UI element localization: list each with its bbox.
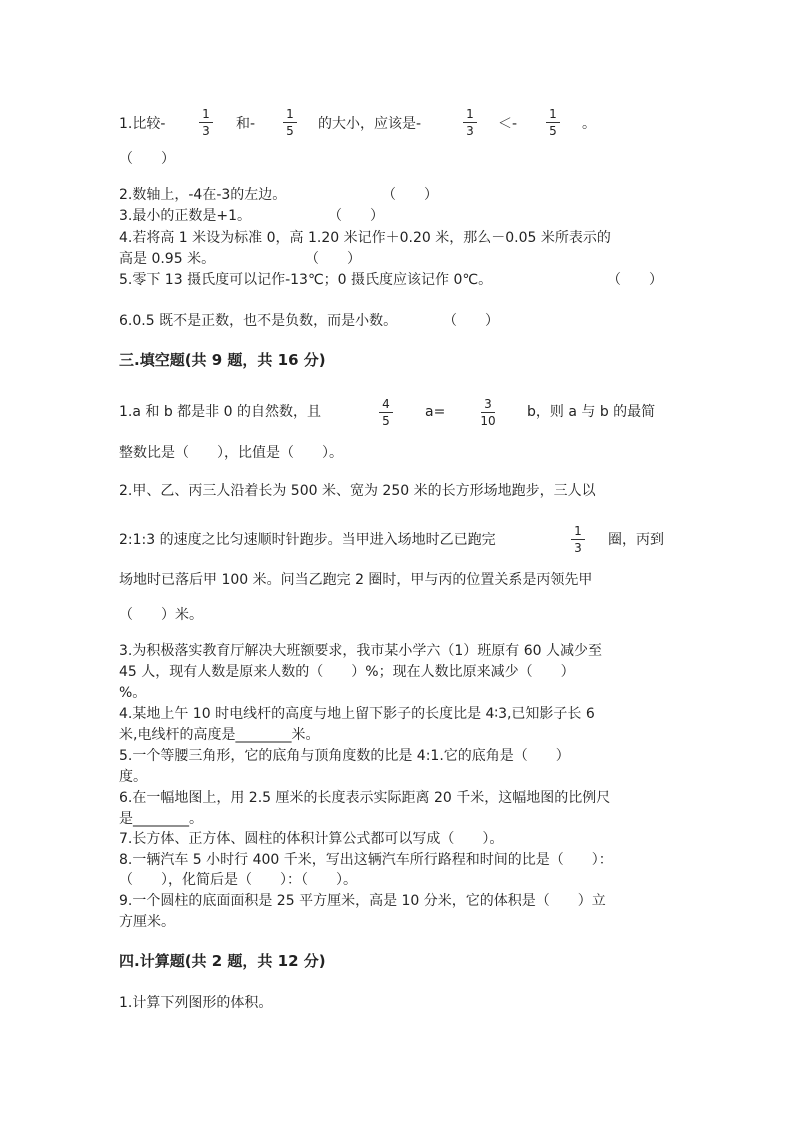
section4-heading: 四.计算题(共 2 题，共 12 分) [119,952,326,970]
s3-q4-line2: 米,电线杆的高度是________米。 [119,727,320,743]
s3-q3-line3: %。 [119,685,147,701]
s3-q9-line2: 方厘米。 [119,914,175,930]
s3-q2-line3: 场地时已落后甲 100 米。问当乙跑完 2 圈时，甲与丙的位置关系是丙领先甲 [119,572,593,588]
fraction-three-tenths: 3 10 [480,397,496,428]
q1-and: 和- [236,116,256,132]
s3-q2-line2-suffix: 圈，丙到 [608,532,664,548]
s3-q7-line1: 7.长方体、正方体、圆柱的体积计算公式都可以写成（ ）。 [119,831,504,847]
q5-text: 5.零下 13 摄氏度可以记作-13℃；0 摄氏度应该记作 0℃。 [119,272,493,288]
fraction-one-fifth: 1 5 [280,107,300,138]
q4-answer-blank[interactable]: （ ） [305,251,361,267]
s3-q2-line2-prefix: 2:1:3 的速度之比匀速顺时针跑步。当甲进入场地时乙已跑完 [119,532,496,548]
s3-q1-suffix: b，则 a 与 b 的最简 [527,404,656,420]
s3-q6-line1: 6.在一幅地图上，用 2.5 厘米的长度表示实际距离 20 千米，这幅地图的比例尺 [119,790,611,806]
s4-q1-text: 1.计算下列图形的体积。 [119,995,273,1011]
q3-text: 3.最小的正数是+1。 [119,208,251,224]
q3-answer-blank[interactable]: （ ） [328,208,384,224]
q1-mid: 的大小，应该是- [318,116,422,132]
q2-text: 2.数轴上，-4在-3的左边。 [119,187,287,203]
q2-answer-blank[interactable]: （ ） [382,187,438,203]
s3-q2-line4: （ ）米。 [119,607,203,623]
s3-q9-line1: 9.一个圆柱的底面面积是 25 平方厘米，高是 10 分米，它的体积是（ ）立 [119,893,606,909]
q6-text: 6.0.5 既不是正数，也不是负数，而是小数。 [119,313,398,329]
s3-q4-line1: 4.某地上午 10 时电线杆的高度与地上留下影子的长度比是 4∶3,已知影子长 6 [119,706,595,722]
s3-q8-line2: （ ），化简后是（ ）：（ ）。 [119,872,357,888]
s3-q1-mid: a= [425,404,446,420]
q1-prefix: 1.比较- [119,116,166,132]
fraction-four-fifths: 4 5 [376,397,396,428]
q5-answer-blank[interactable]: （ ） [607,272,663,288]
s3-q3-line1: 3.为积极落实教育厅解决大班额要求，我市某小学六（1）班原有 60 人减少至 [119,643,602,659]
s3-q8-line1: 8.一辆汽车 5 小时行 400 千米，写出这辆汽车所行路程和时间的比是（ ）： [119,852,613,868]
q6-answer-blank[interactable]: （ ） [443,313,499,329]
s3-q6-line2: 是________。 [119,811,203,827]
fraction-one-third-c: 1 3 [568,524,588,555]
q4-line1: 4.若将高 1 米设为标准 0，高 1.20 米记作＋0.20 米，那么－0.05 米所表示的 [119,230,611,246]
s3-q3-line2: 45 人，现有人数是原来人数的（ ）%；现在人数比原来减少（ ） [119,664,575,680]
section3-heading: 三.填空题(共 9 题，共 16 分) [119,351,326,369]
q1-end: 。 [582,116,596,132]
s3-q5-line1: 5.一个等腰三角形，它的底角与顶角度数的比是 4:1.它的底角是（ ） [119,748,570,764]
fraction-one-fifth-b: 1 5 [543,107,563,138]
fraction-one-third-b: 1 3 [460,107,480,138]
fraction-one-third: 1 3 [196,107,216,138]
s3-q2-line1: 2.甲、乙、丙三人沿着长为 500 米、宽为 250 米的长方形场地跑步，三人以 [119,483,596,499]
q1-answer-blank[interactable]: （ ） [119,151,175,167]
q4-line2: 高是 0.95 米。 [119,251,216,267]
s3-q1-prefix: 1.a 和 b 都是非 0 的自然数，且 [119,404,321,420]
q1-operator: ＜- [498,116,518,132]
s3-q5-line2: 度。 [119,769,147,785]
s3-q1-line2: 整数比是（ ），比值是（ ）。 [119,445,343,461]
